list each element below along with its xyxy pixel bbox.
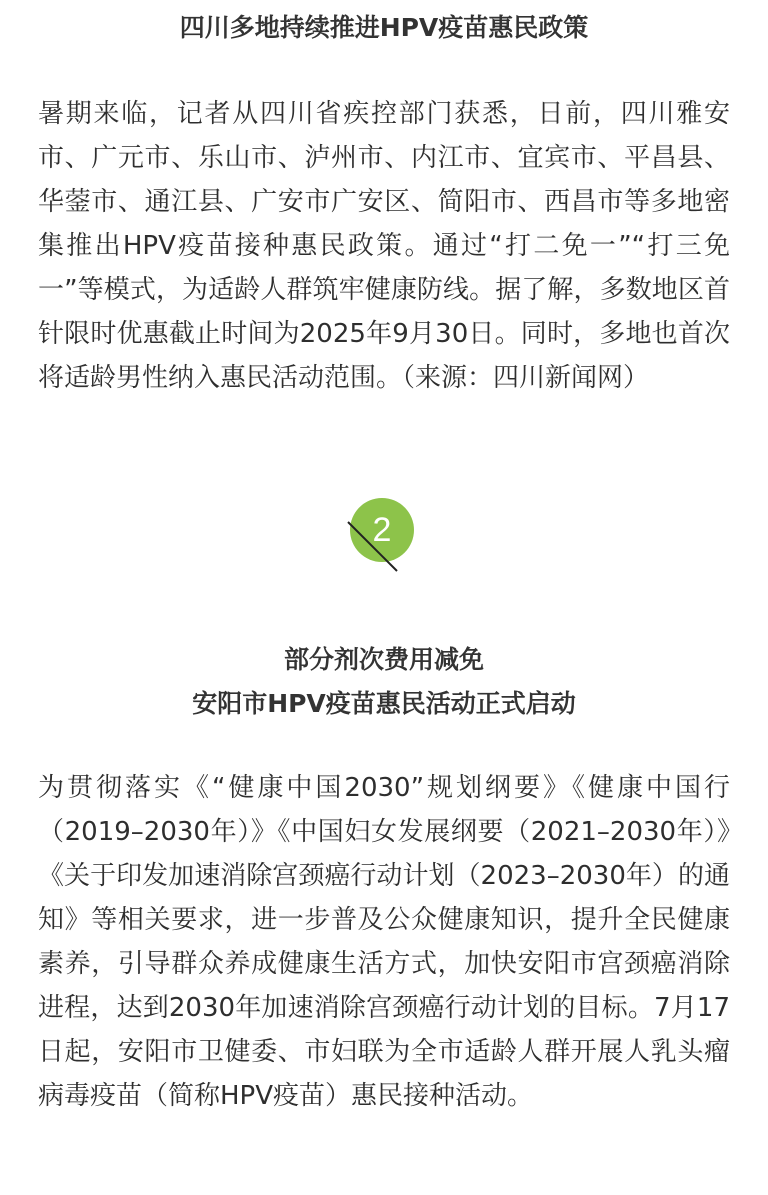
badge-slash-line [340,492,428,576]
section-number-badge [340,492,428,576]
section-2-title [0,638,768,726]
section-2-title-line-1: 部分剂次费用减免 [283,645,484,674]
section-1-paragraph: 暑期来临，记者从四川省疾控部门获悉，日前，四川雅安市、广元市、乐山市、泸州市、内江市、宜宾市、平昌县、华蓥市、通江县、广安市广安区、简阳市、西昌市等多地密集推出HPV疫苗接种惠民政策。通过“打二免一”“打三免一”等模式，为适龄人群筑牢健康防线。据了解，多数地区首针限时优惠截止时间为2025年9月30日。同时，多地也首次将适龄男性纳入惠民活动范围。（来源：四川新闻网） [38,99,730,393]
section-2-paragraph: 为贯彻落实《“健康中国2030”规划纲要》《健康中国行（2019–2030年）》《中国妇女发展纲要（2021–2030年）》《关于印发加速消除宫颈癌行动计划（2023–2030年）的通知》等相关要求，进一步普及公众健康知识，提升全民健康素养，引导群众养成健康生活方式，加快安阳市宫颈癌消除进程，达到2030年加速消除宫颈癌行动计划的目标。7月17日起，安阳市卫健委、市妇联为全市适龄人群开展人乳头瘤病毒疫苗（简称HPV疫苗）惠民接种活动。 [38,773,730,1111]
section-number: 2 [350,498,414,562]
section-2-title-line-2: 安阳市HPV疫苗惠民活动正式启动 [192,689,576,718]
section-1-title: 四川多地持续推进HPV疫苗惠民政策 [179,13,589,42]
